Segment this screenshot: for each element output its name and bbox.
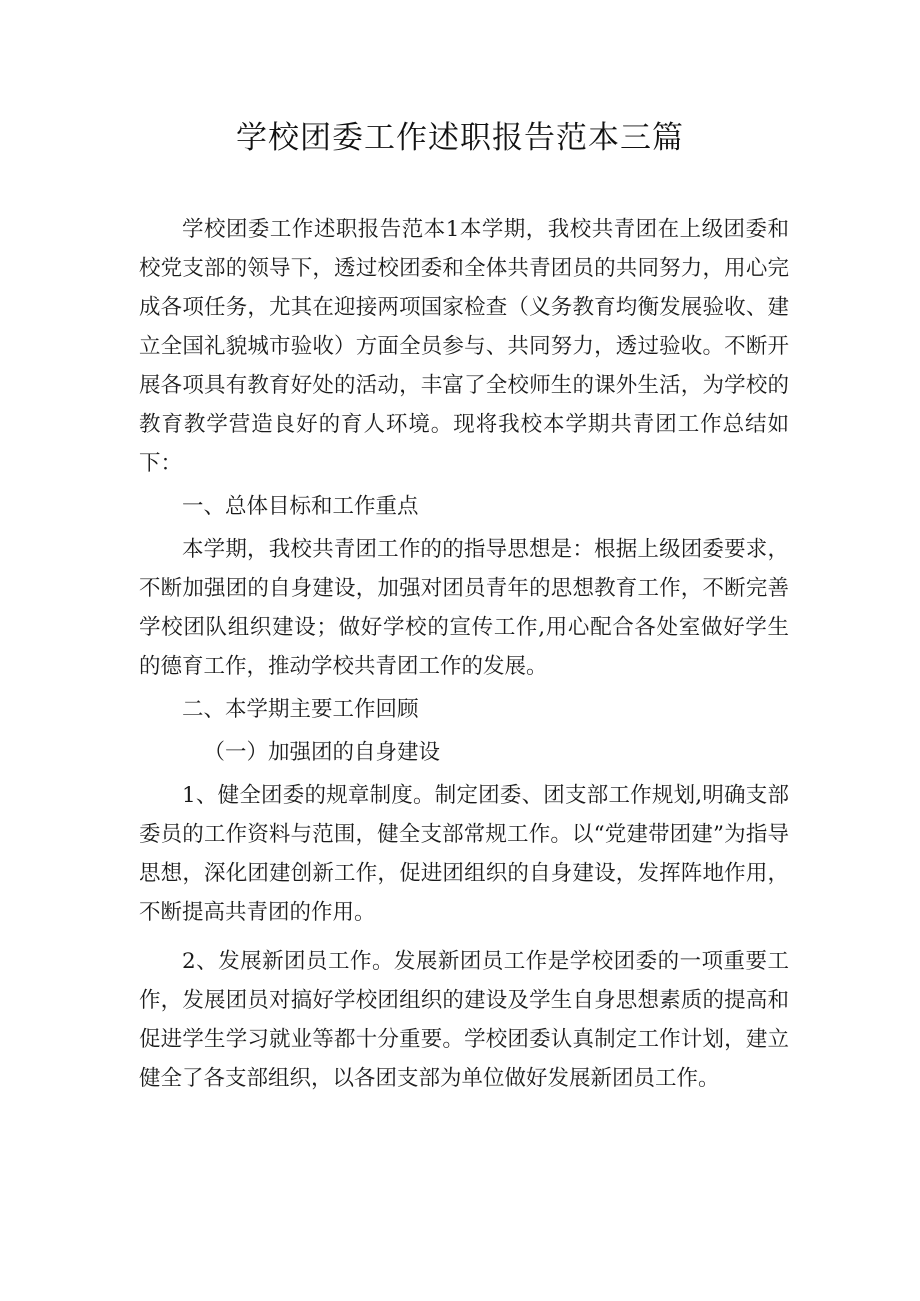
paragraph-item-2: 2、发展新团员工作。发展新团员工作是学校团委的一项重要工作，发展团员对搞好学校团组织的建设及学生自身思想素质的提高和促进学生学习就业等都十分重要。学校团委认真制定工作计划，建立健全了各支部组织，以各团支部为单位做好发展新团员工作。 (139, 949, 789, 1091)
heading-subsection-1: （一）加强团的自身建设 (203, 740, 441, 765)
paragraph-item-1: 1、健全团委的规章制度。制定团委、团支部工作规划,明确支部委员的工作资料与范围，健全支部常规工作。以“党建带团建”为指导思想，深化团建创新工作，促进团组织的自身建设，发挥阵地作用，不断提高共青团的作用。 (139, 783, 789, 925)
paragraph-section-1: 本学期，我校共青团工作的的指导思想是：根据上级团委要求，不断加强团的自身建设，加强对团员青年的思想教育工作，不断完善学校团队组织建设；做好学校的宣传工作,用心配合各处室做好学生的德育工作，推动学校共青团工作的发展。 (139, 537, 789, 679)
heading-section-2: 二、本学期主要工作回顾 (182, 697, 419, 722)
document-body (139, 210, 789, 1098)
document-title: 学校团委工作述职报告范本三篇 (236, 120, 684, 156)
paragraph-intro: 学校团委工作述职报告范本1本学期，我校共青团在上级团委和校党支部的领导下，透过校团委和全体共青团员的共同努力，用心完成各项任务，尤其在迎接两项国家检查（义务教育均衡发展验收、建立全国礼貌城市验收）方面全员参与、共同努力，透过验收。不断开展各项具有教育好处的活动，丰富了全校师生的课外生活，为学校的教育教学营造良好的育人环境。现将我校本学期共青团工作总结如下： (139, 217, 789, 476)
heading-section-1: 一、总体目标和工作重点 (182, 494, 419, 519)
